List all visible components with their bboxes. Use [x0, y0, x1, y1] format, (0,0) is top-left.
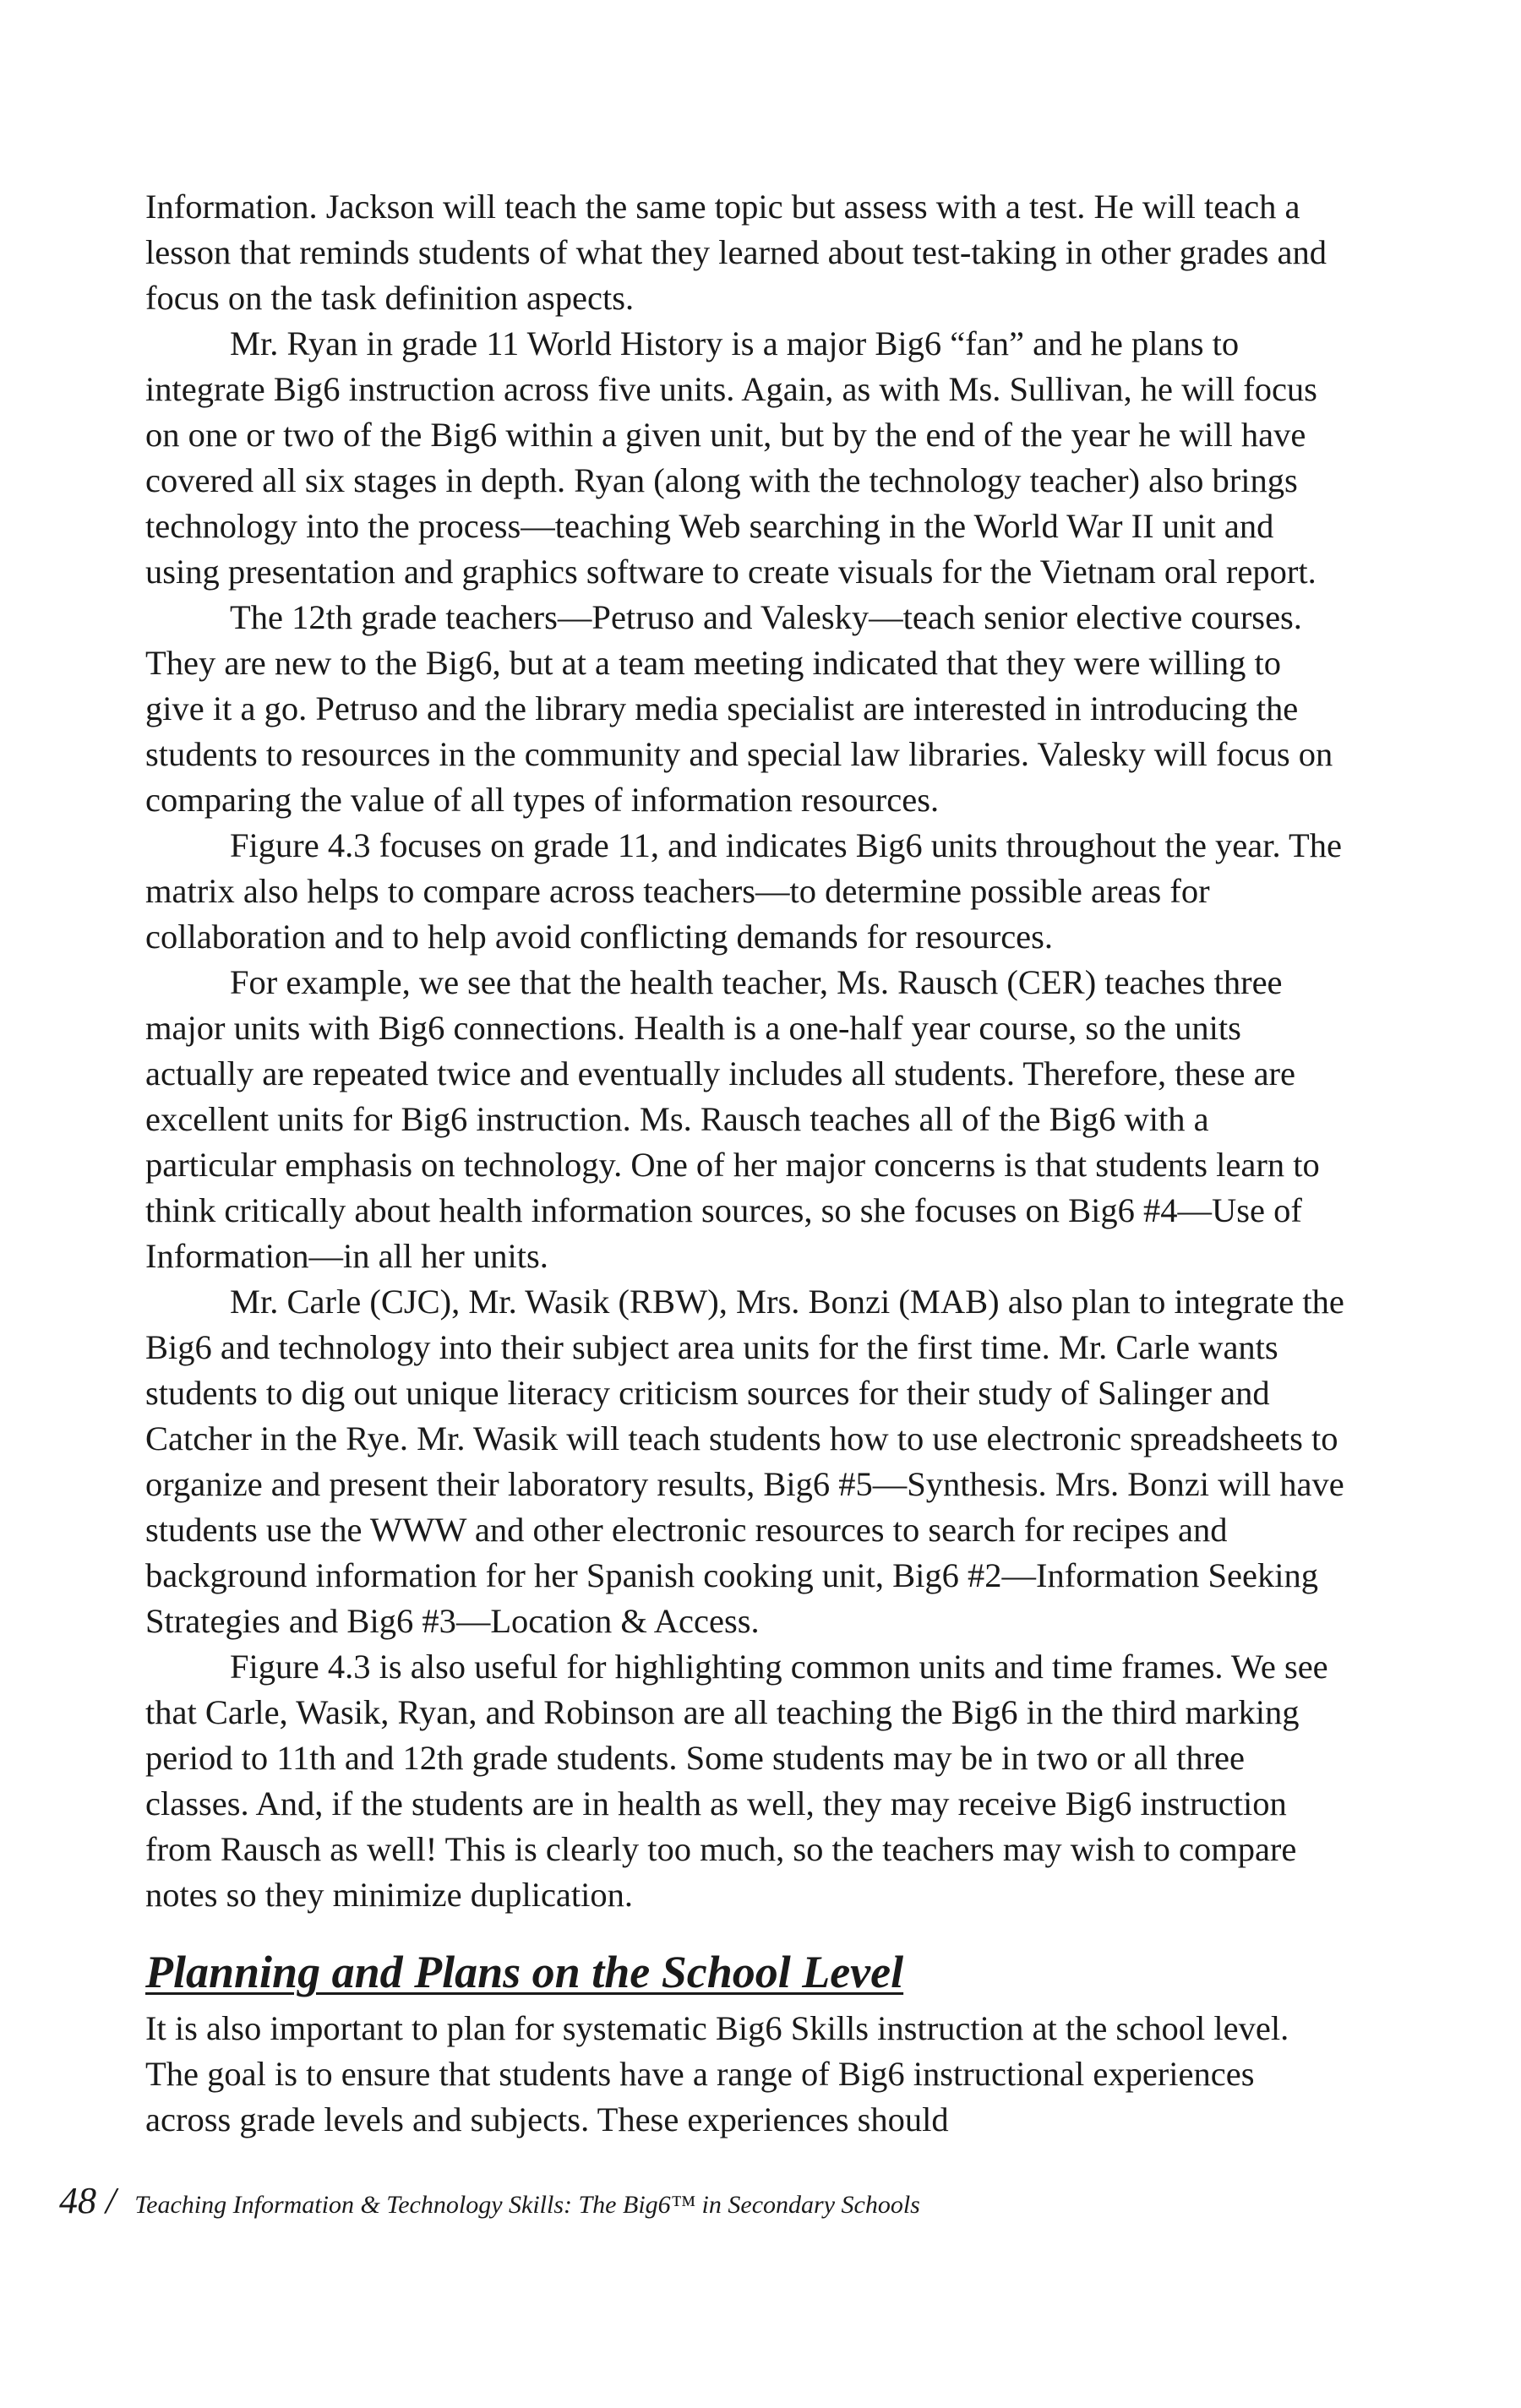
- section-heading: Planning and Plans on the School Level: [145, 1947, 904, 1997]
- paragraph-7: Figure 4.3 is also useful for highlighting common units and time frames. We see that Carle, Wasik, Ryan, and Robinson are all teaching the Big6 in the third marking period to 11th and 12th grade students. Some students may be in two or all three classes. And, if the students are in health as well, they may receive Big6 instruction from Rausch as well! This is clearly too much, so the teachers may wish to compare notes so they minimize duplication.: [145, 1648, 1328, 1914]
- paragraph-4: Figure 4.3 focuses on grade 11, and indicates Big6 units throughout the year. The matrix also helps to compare across teachers—to determine possible areas for collaboration and to help avoid conflicting demands for resources.: [145, 826, 1342, 956]
- paragraph-1: Information. Jackson will teach the same topic but assess with a test. He will teach a lesson that reminds students of what they learned about test-taking in other grades and focus on the task definition aspects.: [145, 188, 1327, 317]
- section-paragraph: It is also important to plan for systematic Big6 Skills instruction at the school level. The goal is to ensure that students have a range of Big6 instructional experiences across grade levels and subjects. These experiences should: [145, 2009, 1289, 2138]
- page-body: [145, 184, 1345, 2143]
- paragraph-5: For example, we see that the health teacher, Ms. Rausch (CER) teaches three major units with Big6 connections. Health is a one-half year course, so the units actually are repeated twice and eventually includes all students. Therefore, these are excellent units for Big6 instruction. Ms. Rausch teaches all of the Big6 with a particular emphasis on technology. One of her major concerns is that students learn to think critically about health information sources, so she focuses on Big6 #4—Use of Information—in all her units.: [145, 963, 1320, 1275]
- paragraph-2: Mr. Ryan in grade 11 World History is a major Big6 “fan” and he plans to integrate Big6 instruction across five units. Again, as with Ms. Sullivan, he will focus on one or two of the Big6 within a given unit, but by the end of the year he will have covered all six stages in depth. Ryan (along with the technology teacher) also brings technology into the process—teaching Web searching in the World War II unit and using presentation and graphics software to create visuals for the Vietnam oral report.: [145, 324, 1317, 591]
- paragraph-3: The 12th grade teachers—Petruso and Valesky—teach senior elective courses. They are new to the Big6, but at a team meeting indicated that they were willing to give it a go. Petruso and the library media specialist are interested in introducing the students to resources in the community and special law libraries. Valesky will focus on comparing the value of all types of information resources.: [145, 598, 1333, 819]
- page-number: 48 /: [59, 2180, 117, 2221]
- page-footer: [59, 2178, 1327, 2228]
- running-footer-title: Teaching Information & Technology Skills: The Big6™ in Secondary Schools: [134, 2191, 920, 2219]
- paragraph-6: Mr. Carle (CJC), Mr. Wasik (RBW), Mrs. Bonzi (MAB) also plan to integrate the Big6 and technology into their subject area units for the first time. Mr. Carle wants students to dig out unique literacy criticism sources for their study of Salinger and Catcher in the Rye. Mr. Wasik will teach students how to use electronic spreadsheets to organize and present their laboratory results, Big6 #5—Synthesis. Mrs. Bonzi will have students use the WWW and other electronic resources to search for recipes and background information for her Spanish cooking unit, Big6 #2—Information Seeking Strategies and Big6 #3—Location & Access.: [145, 1283, 1344, 1640]
